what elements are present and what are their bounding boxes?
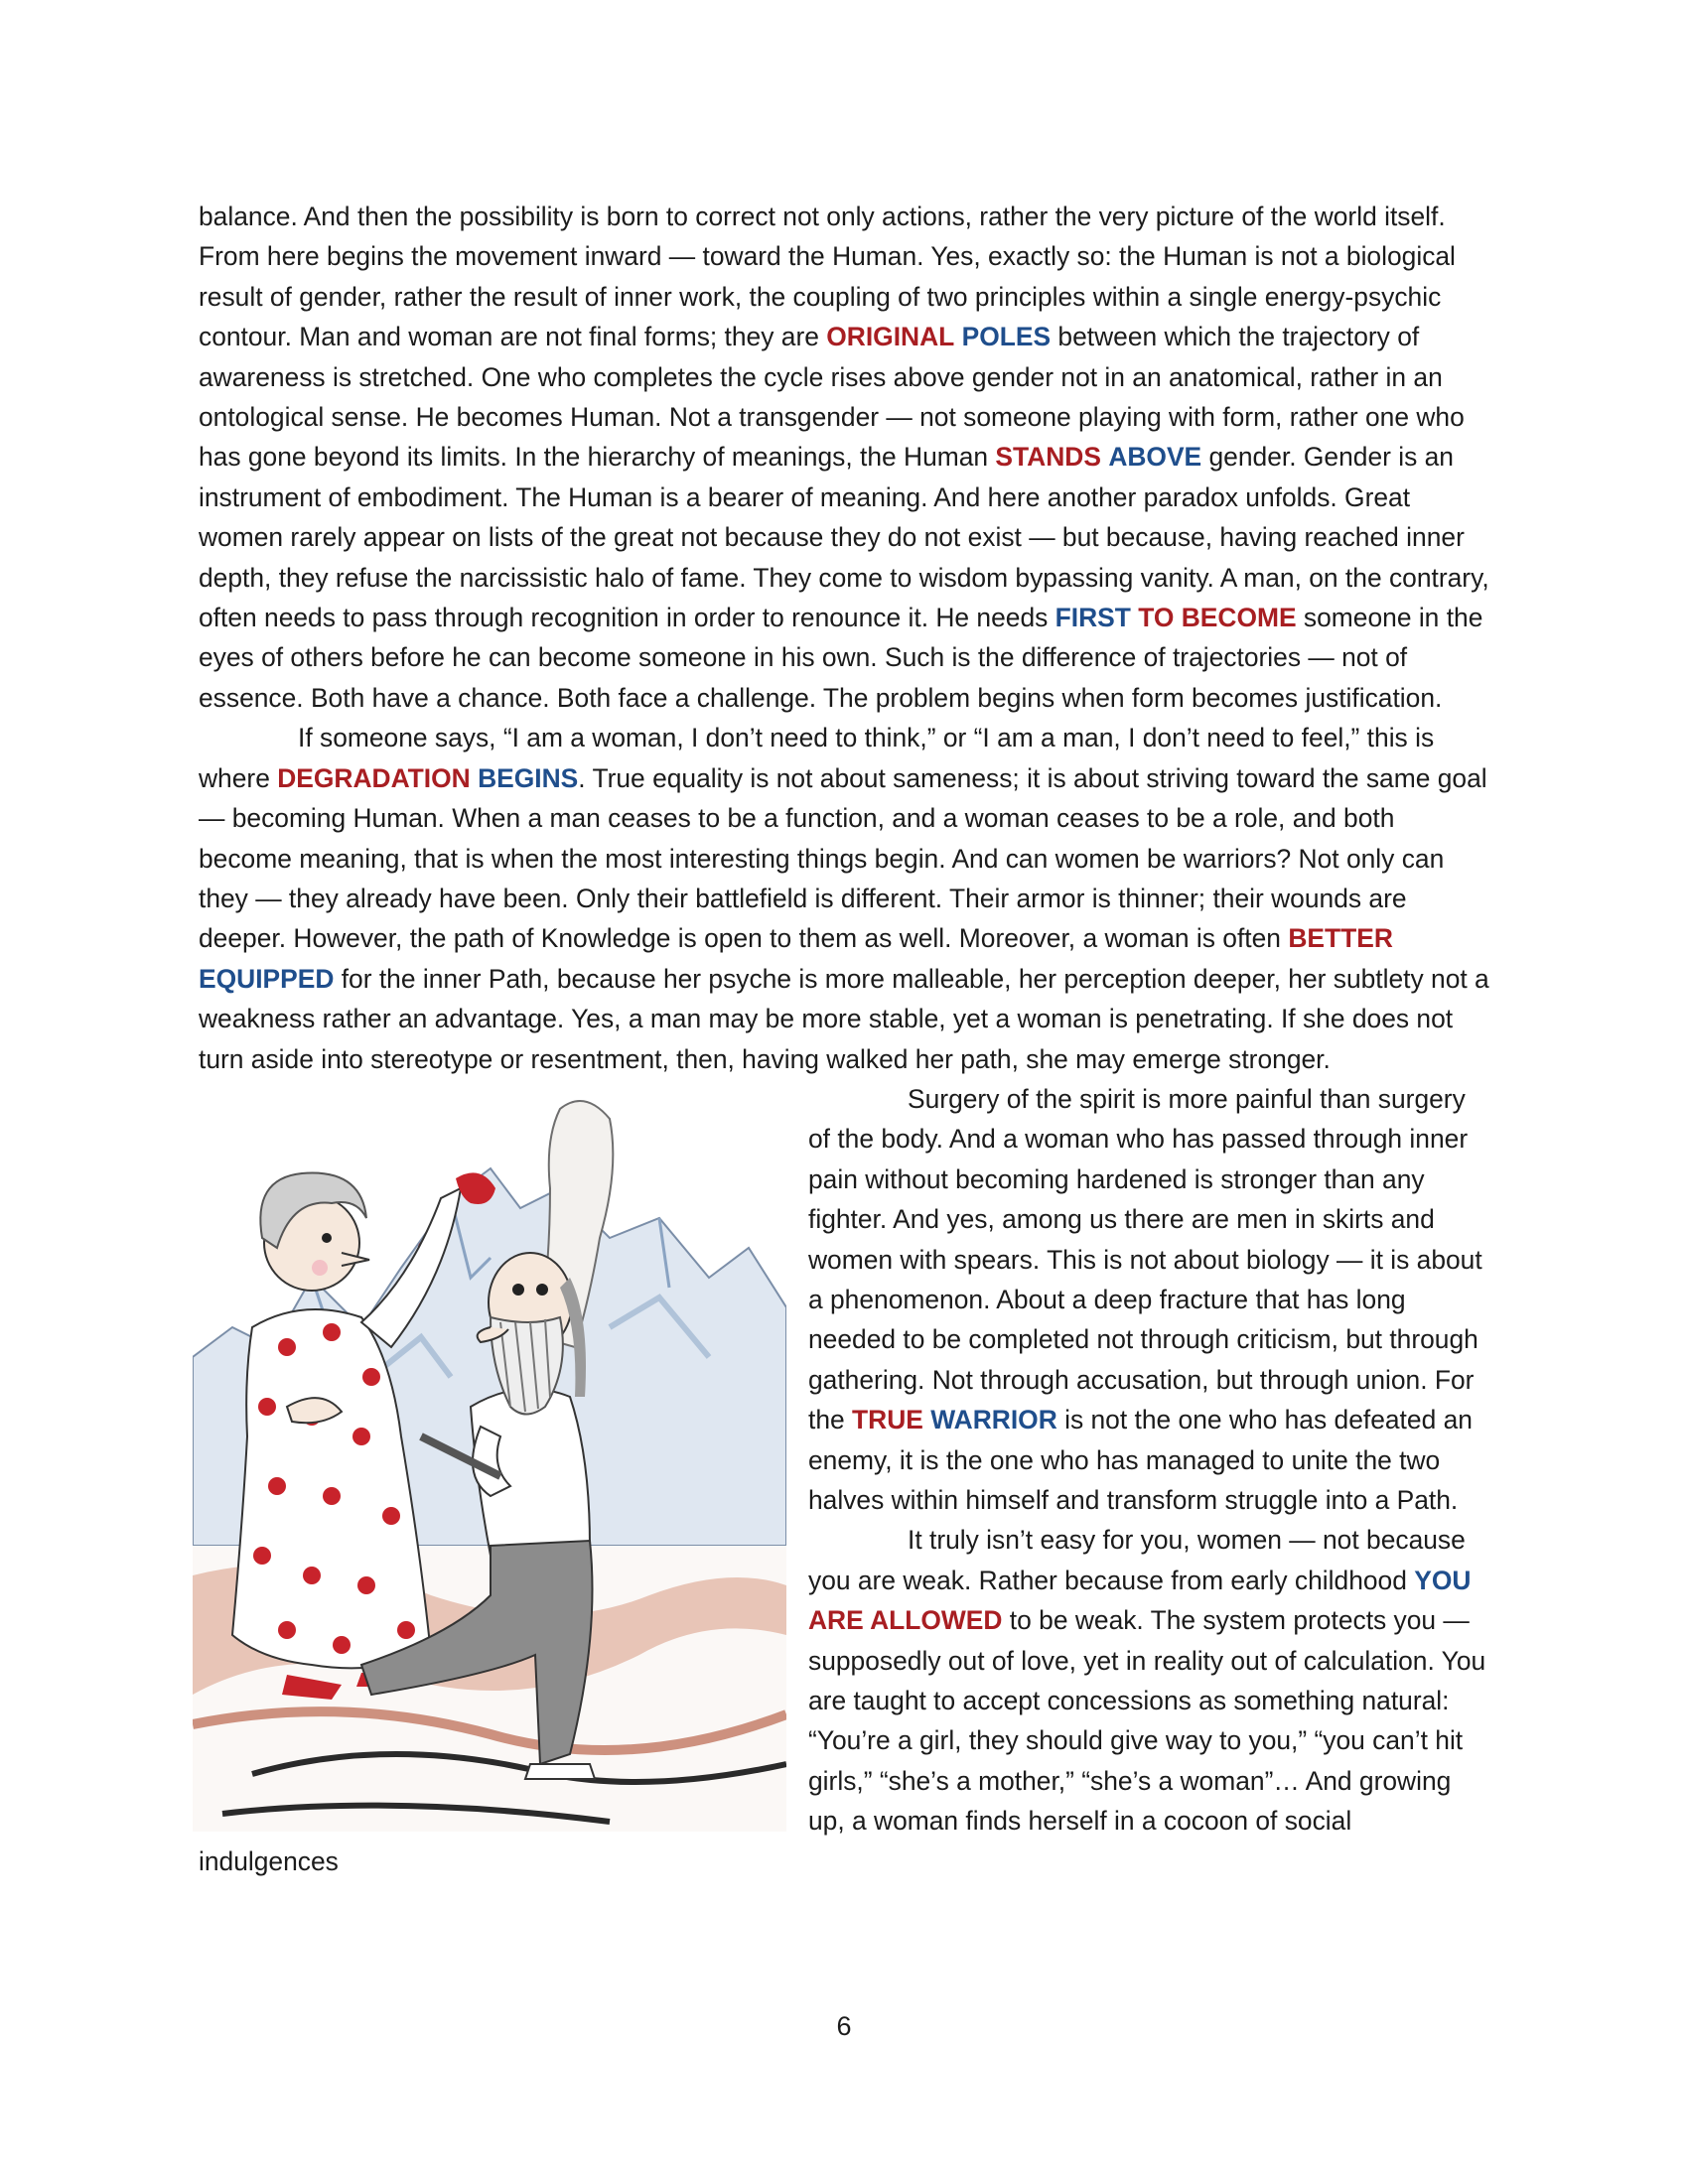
highlight-degradation: DEGRADATION [277, 762, 471, 793]
paragraph-3: Surgery of the spirit is more painful than surgery of the body. And a woman who has passed through inner pain without becoming hardened is stronger than any fighter. And yes, among us there are men in skirts and women with spears. This is not about biology — it is about a phenomenon. About a deep fracture that has long needed to be completed not through criticism, but through gathering. Not through accusation, but through union. For the TRUE WARRIOR is not the one who has defeated an enemy, it is the one who has managed to unite the two halves within himself and transform struggle into a Path. [808, 1083, 1482, 1515]
paragraph-4: It truly isn’t easy for you, women — not because you are weak. Rather because from early childhood YOU ARE ALLOWED to be weak. The system protects you — supposedly out of love, yet in reality out of calculation. You are taught to accept concessions as something natural: “You’re a girl, they should give way to you,” “you can’t hit girls,” “she’s a mother,” “she’s a woman”… And growing up, a woman finds herself in a cocoon of social indulgences [199, 1525, 1486, 1876]
illustration [193, 1079, 786, 1832]
highlight-stands: STANDS [995, 442, 1101, 473]
page-number: 6 [836, 2011, 852, 2041]
highlight-you: YOU [1414, 1565, 1472, 1595]
body-text [199, 197, 1489, 1881]
highlight-better: BETTER [1288, 923, 1393, 954]
highlight-begins: BEGINS [478, 762, 579, 793]
highlight-equipped: EQUIPPED [199, 963, 335, 994]
highlight-original: ORIGINAL [826, 322, 955, 352]
highlight-poles: POLES [961, 322, 1052, 352]
highlight-warrior: WARRIOR [930, 1405, 1057, 1435]
highlight-true: TRUE [852, 1405, 923, 1435]
paragraph-2: If someone says, “I am a woman, I don’t need to think,” or “I am a man, I don’t need to feel,” this is where DEGRADATION BEGINS. True equality is not about sameness; it is about striving toward the same goal — becoming Human. When a man ceases to be a function, and a woman ceases to be a role, and both become meaning, that is when the most interesting things begin. And can women be warriors? Not only can they — they already have been. Only their battlefield is different. Their armor is thinner; their wounds are deeper. However, the path of Knowledge is open to them as well. Moreover, a woman is often BETTER EQUIPPED for the inner Path, because her psyche is more malleable, her perception deeper, her subtlety not a weakness rather an advantage. Yes, a man may be more stable, yet a woman is penetrating. If she does not turn aside into stereotype or resentment, then, having walked her path, she may emerge stronger. [199, 723, 1489, 1074]
paragraph-1: balance. And then the possibility is born to correct not only actions, rather the very picture of the world itself. From here begins the movement inward — toward the Human. Yes, exactly so: the Human is not a biological result of gender, rather the result of inner work, the coupling of two principles within a single energy-psychic contour. Man and woman are not final forms; they are ORIGINAL POLES between which the trajectory of awareness is stretched. One who completes the cycle rises above gender not in an anatomical, rather in an ontological sense. He becomes Human. Not a transgender — not someone playing with form, rather one who has gone beyond its limits. In the hierarchy of meanings, the Human STANDS ABOVE gender. Gender is an instrument of embodiment. The Human is a bearer of meaning. And here another paradox unfolds. Great women rarely appear on lists of the great not because they do not exist — but because, having reached inner depth, they refuse the narcissistic halo of fame. They come to wisdom bypassing vanity. A man, on the contrary, often needs to pass through recognition in order to renounce it. He needs FIRST TO BECOME someone in the eyes of others before he can become someone in his own. Such is the difference of trajectories — not of essence. Both have a chance. Both face a challenge. The problem begins when form becomes justification. [199, 202, 1489, 713]
highlight-above: ABOVE [1108, 442, 1202, 473]
highlight-first: FIRST [1055, 603, 1131, 633]
highlight-to-become: TO BECOME [1138, 603, 1297, 633]
highlight-are-allowed: ARE ALLOWED [808, 1605, 1003, 1636]
